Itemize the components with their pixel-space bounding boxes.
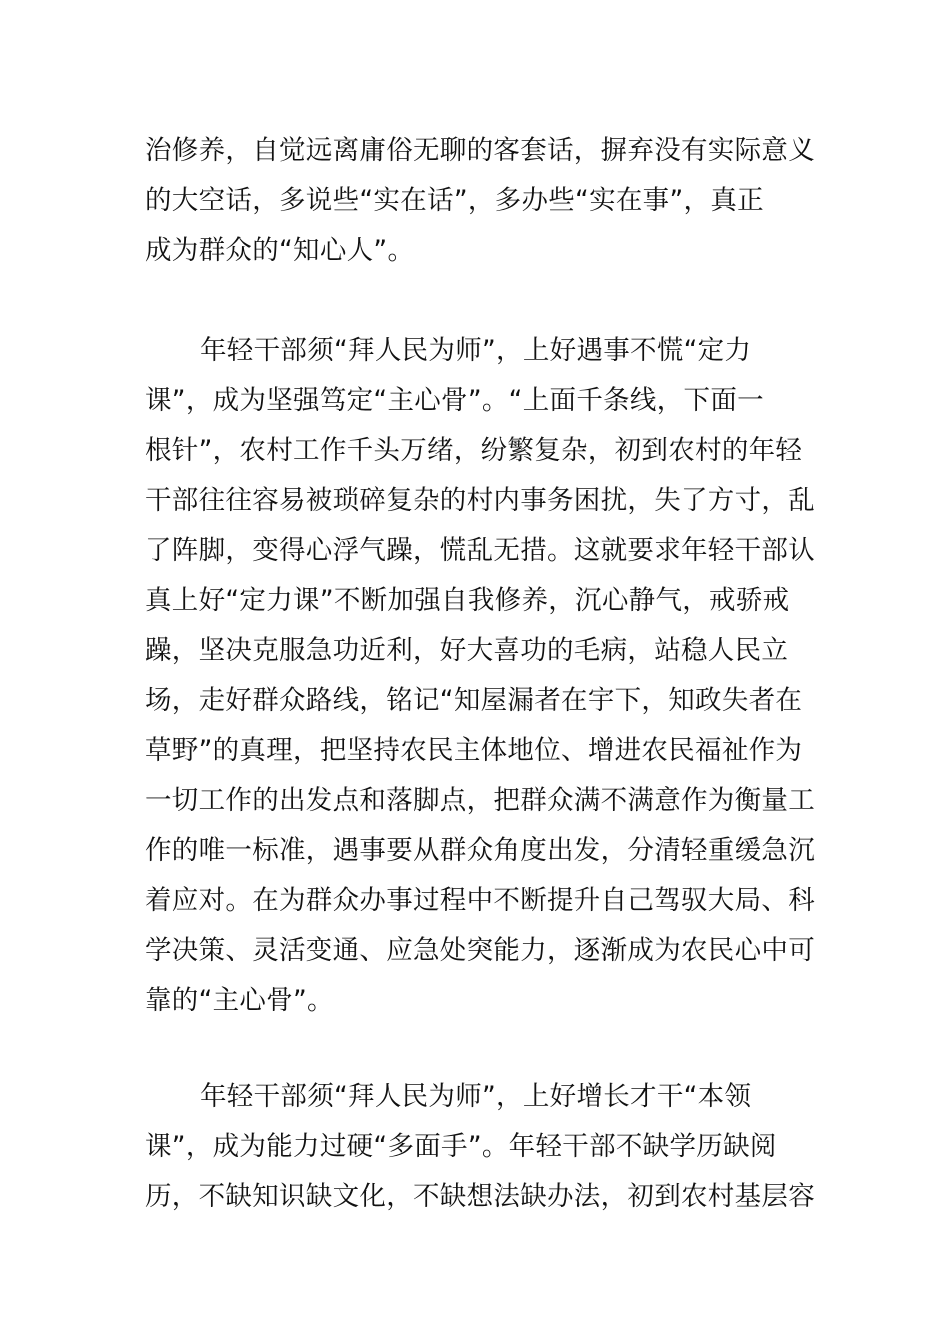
paragraph-2-line-2: 课”，成为坚强笃定“主心骨”。“上面千条线，下面一 <box>145 385 764 416</box>
paragraph-2-line-1: 年轻干部须“拜人民为师”，上好遇事不慌“定力 <box>200 335 752 366</box>
paragraph-2 <box>145 326 815 1026</box>
paragraph-2-line-11: 作的唯一标准，遇事要从群众角度出发，分清轻重缓急沉 <box>145 835 815 866</box>
paragraph-1-line-3: 成为群众的“知心人”。 <box>145 235 415 266</box>
paragraph-2-line-3: 根针”，农村工作千头万绪，纷繁复杂，初到农村的年轻 <box>145 435 803 466</box>
paragraph-2-line-9: 草野”的真理，把坚持农民主体地位、增进农民福祉作为 <box>145 735 803 766</box>
paragraph-2-line-13: 学决策、灵活变通、应急处突能力，逐渐成为农民心中可 <box>145 935 815 966</box>
paragraph-3-line-2: 课”，成为能力过硬“多面手”。年轻干部不缺学历缺阅 <box>145 1131 777 1162</box>
paragraph-2-line-12: 着应对。在为群众办事过程中不断提升自己驾驭大局、科 <box>145 885 815 916</box>
paragraph-2-line-5: 了阵脚，变得心浮气躁，慌乱无措。这就要求年轻干部认 <box>145 535 815 566</box>
paragraph-2-line-10: 一切工作的出发点和落脚点，把群众满不满意作为衡量工 <box>145 785 815 816</box>
paragraph-1-line-2: 的大空话，多说些“实在话”，多办些“实在事”，真正 <box>145 185 764 216</box>
paragraph-2-line-14: 靠的“主心骨”。 <box>145 985 334 1016</box>
paragraph-3 <box>145 1072 815 1222</box>
paragraph-2-line-7: 躁，坚决克服急功近利，好大喜功的毛病，站稳人民立 <box>145 635 789 666</box>
paragraph-1-line-1: 治修养，自觉远离庸俗无聊的客套话，摒弃没有实际意义 <box>145 135 815 166</box>
paragraph-2-line-8: 场，走好群众路线，铭记“知屋漏者在宇下，知政失者在 <box>145 685 803 716</box>
paragraph-1 <box>145 126 815 276</box>
paragraph-3-line-1: 年轻干部须“拜人民为师”，上好增长才干“本领 <box>200 1081 752 1112</box>
paragraph-3-line-3: 历，不缺知识缺文化，不缺想法缺办法，初到农村基层容 <box>145 1181 815 1212</box>
paragraph-2-line-4: 干部往往容易被琐碎复杂的村内事务困扰，失了方寸，乱 <box>145 485 815 516</box>
paragraph-2-line-6: 真上好“定力课”不断加强自我修养，沉心静气，戒骄戒 <box>145 585 790 616</box>
